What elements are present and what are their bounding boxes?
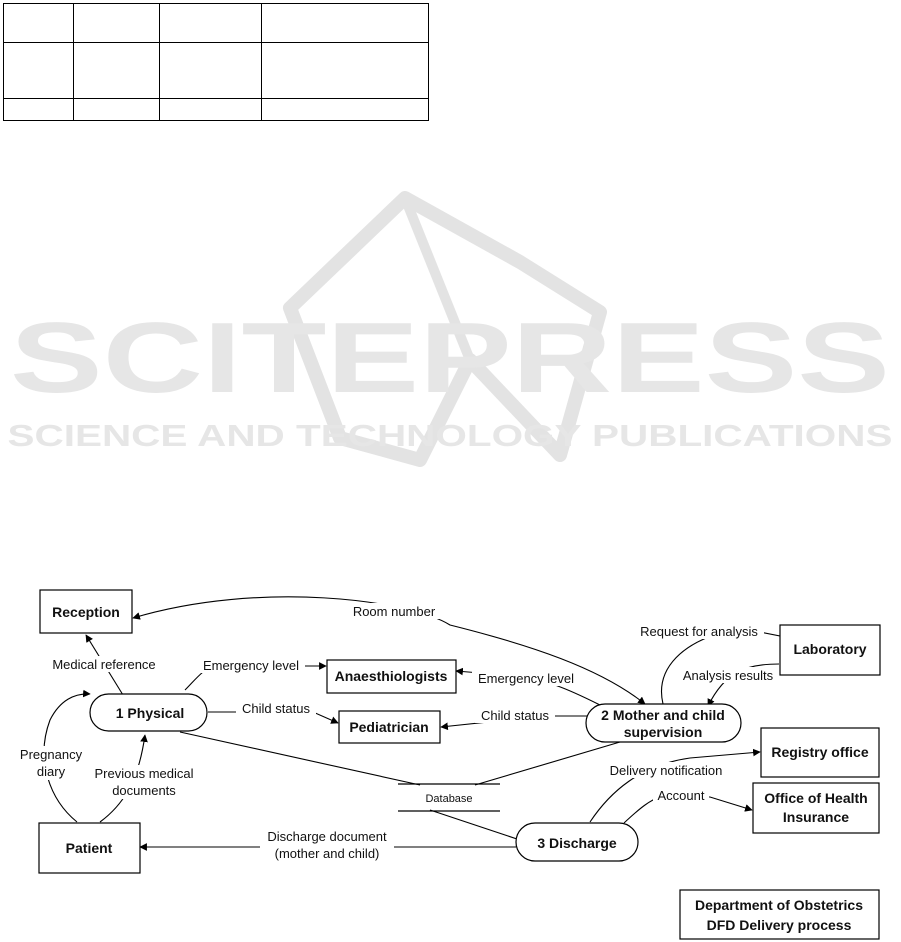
entity-registry-office xyxy=(761,728,879,777)
entity-office-of-health-insurance-line1: Office of Health xyxy=(764,790,868,806)
entity-registry-office-label: Registry office xyxy=(771,744,869,760)
entity-patient-label: Patient xyxy=(65,840,113,856)
flow-label-emergency-level-1: Emergency level xyxy=(202,658,300,673)
flow-label-discharge-document-line1: Discharge document xyxy=(267,829,387,844)
flow-database-to-discharge xyxy=(430,810,520,840)
flow-label-child-status-1: Child status xyxy=(242,701,310,716)
process-mother-child-line1: 2 Mother and child xyxy=(601,707,725,723)
flow-label-emergency-level-2: Emergency level xyxy=(477,671,575,686)
entity-anaesthiologists xyxy=(327,660,456,693)
flow-label-child-status-2: Child status xyxy=(481,708,549,723)
entity-office-of-health-insurance-line2: Insurance xyxy=(782,809,850,825)
flow-label-discharge-document-line2: (mother and child) xyxy=(274,846,380,861)
process-mother-child-line2: supervision xyxy=(623,724,703,740)
flow-label-analysis-results: Analysis results xyxy=(682,668,774,683)
entity-reception-label: Reception xyxy=(52,604,120,620)
flow-label-room-number: Room number xyxy=(352,604,436,619)
watermark-subtitle: SCIENCE AND TECHNOLOGY PUBLICATIONS xyxy=(7,418,893,453)
process-physical-label: 1 Physical xyxy=(115,705,185,721)
process-mother-and-child-supervision xyxy=(586,704,741,742)
flow-label-account: Account xyxy=(657,788,705,803)
data-store-database xyxy=(398,784,500,811)
entity-pediatrician-label: Pediatrician xyxy=(349,719,429,735)
flow-request-for-analysis xyxy=(662,628,790,704)
entity-pediatrician xyxy=(339,711,440,743)
caption-line2: DFD Delivery process xyxy=(706,917,852,933)
data-store-label: Database xyxy=(425,793,473,805)
flow-label-medical-reference: Medical reference xyxy=(52,657,156,672)
flow-label-request-for-analysis: Request for analysis xyxy=(640,624,758,639)
process-discharge-label: 3 Discharge xyxy=(537,835,617,851)
flow-label-pregnancy-diary-line1: Pregnancy xyxy=(19,747,83,762)
flow-label-previous-medical-documents-line2: documents xyxy=(112,783,176,798)
flow-label-pregnancy-diary-line2: diary xyxy=(36,764,66,779)
flow-label-delivery-notification: Delivery notification xyxy=(609,763,723,778)
process-physical xyxy=(90,694,207,731)
entity-patient xyxy=(39,823,140,873)
diagram-caption xyxy=(680,890,879,939)
watermark-title: SCITEPRESS xyxy=(10,302,891,414)
caption-line1: Department of Obstetrics xyxy=(694,897,864,913)
flow-label-previous-medical-documents-line1: Previous medical xyxy=(94,766,194,781)
watermark xyxy=(8,198,893,460)
entity-office-of-health-insurance xyxy=(753,783,879,833)
entity-laboratory-label: Laboratory xyxy=(793,641,867,657)
entity-reception xyxy=(40,590,132,633)
entity-laboratory xyxy=(780,625,880,675)
flow-mother-child-to-database xyxy=(475,742,620,785)
entity-anaesthiologists-label: Anaesthiologists xyxy=(334,668,448,684)
process-discharge xyxy=(516,823,638,861)
